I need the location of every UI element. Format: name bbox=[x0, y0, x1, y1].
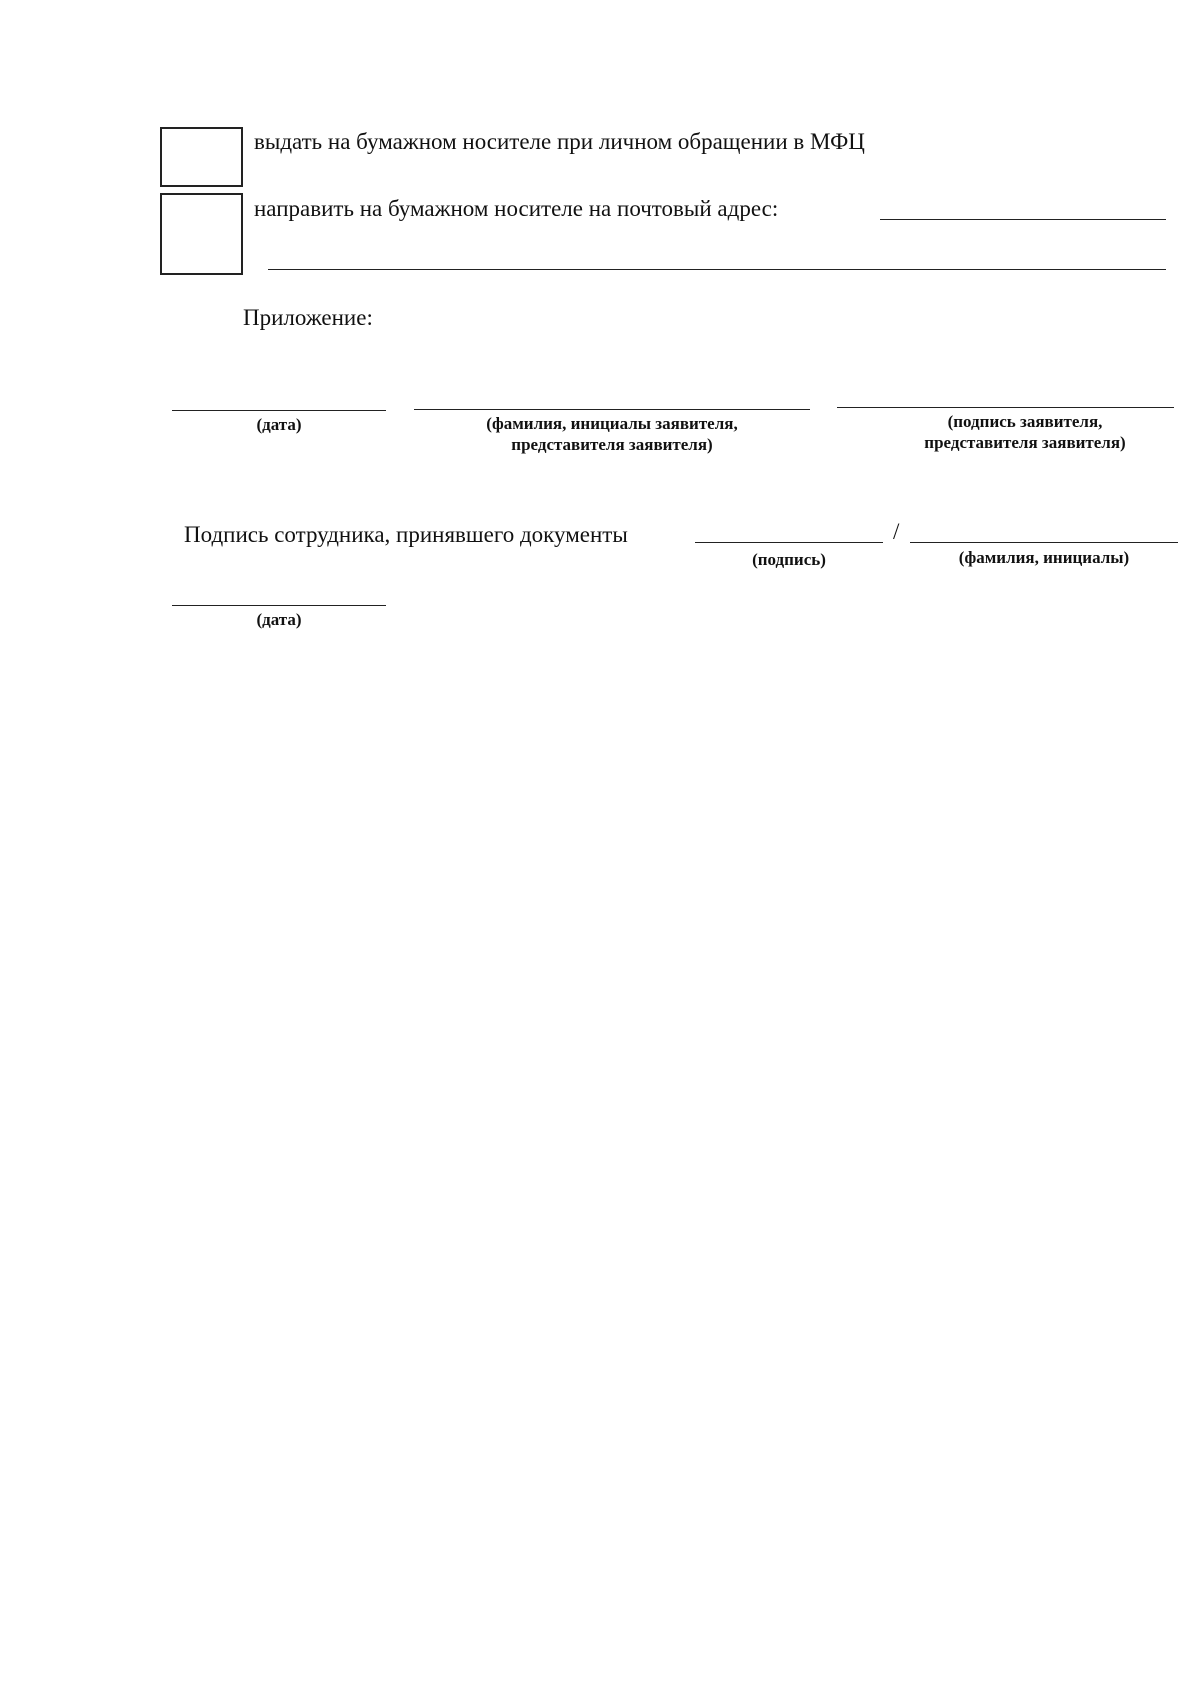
attachment-label: Приложение: bbox=[243, 305, 373, 330]
applicant-date-field-line[interactable] bbox=[172, 410, 386, 411]
postal-address-field-line-1[interactable] bbox=[880, 219, 1166, 220]
employee-signature-separator: / bbox=[893, 519, 900, 544]
employee-signature-caption: (подпись) bbox=[752, 550, 826, 569]
applicant-signature-caption-line1: (подпись заявителя, bbox=[947, 412, 1103, 431]
by-mail-option-label: направить на бумажном носителе на почтовый адрес: bbox=[254, 196, 779, 221]
applicant-signature-caption bbox=[860, 411, 1190, 453]
applicant-name-caption bbox=[414, 413, 810, 455]
employee-name-caption: (фамилия, инициалы) bbox=[958, 548, 1130, 567]
in-person-option-label: выдать на бумажном носителе при личном обращении в МФЦ bbox=[254, 129, 865, 154]
applicant-signature-field-line[interactable] bbox=[837, 407, 1174, 408]
employee-date-field-line[interactable] bbox=[172, 605, 386, 606]
employee-date-caption: (дата) bbox=[256, 610, 302, 629]
by-mail-checkbox[interactable] bbox=[160, 193, 243, 275]
employee-signature-label: Подпись сотрудника, принявшего документы bbox=[184, 522, 628, 547]
employee-name-field-line[interactable] bbox=[910, 542, 1178, 543]
applicant-name-caption-line2: представителя заявителя) bbox=[511, 435, 713, 454]
applicant-name-field-line[interactable] bbox=[414, 409, 810, 410]
applicant-signature-caption-line2: представителя заявителя) bbox=[924, 433, 1126, 452]
applicant-date-caption: (дата) bbox=[256, 415, 302, 434]
employee-signature-field-line[interactable] bbox=[695, 542, 883, 543]
in-person-checkbox[interactable] bbox=[160, 127, 243, 187]
postal-address-field-line-2[interactable] bbox=[268, 269, 1166, 270]
applicant-name-caption-line1: (фамилия, инициалы заявителя, bbox=[486, 414, 738, 433]
